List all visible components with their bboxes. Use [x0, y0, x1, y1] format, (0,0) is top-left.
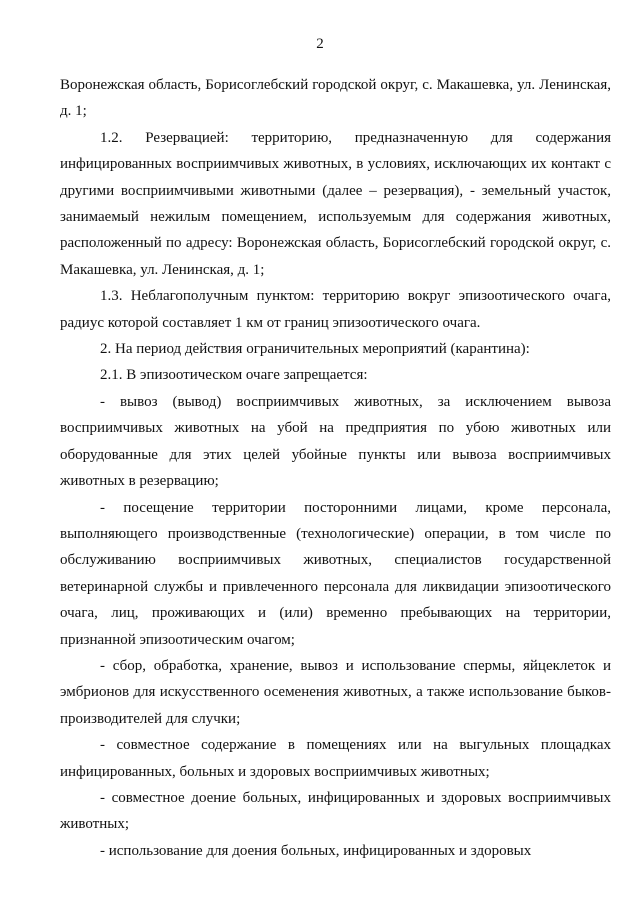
list-item-export-ban: - вывоз (вывод) восприимчивых животных, за исключением вывоза восприимчивых животных на убой на предприятия по убою животных или оборудованные для этих целей убойные пункты или вывоза восприимчивых животных в резервацию; [60, 393, 611, 490]
list-item-joint-keeping-ban: - совместное содержание в помещениях или на выгульных площадках инфицированных, больных и здоровых восприимчивых животных; [60, 737, 611, 780]
list-item-joint-milking-ban: - совместное доение больных, инфицированных и здоровых восприимчивых животных; [60, 789, 611, 833]
paragraph-2-quarantine-period: 2. На период действия ограничительных мероприятий (карантина): [100, 341, 530, 358]
page-number: 2 [316, 36, 324, 52]
paragraph-2-1-prohibitions: 2.1. В эпизоотическом очаге запрещается: [100, 367, 368, 384]
document-body [60, 72, 611, 864]
list-item-visit-ban: - посещение территории посторонними лицами, кроме персонала, выполняющего производственные (технологические) операции, в том числе по обслуживанию восприимчивых животных, специалистов государственной ветеринарной службы и привлеченного персонала для ликвидации эпизоотического очага, лиц, проживающих и (или) временно пребывающих на территории, признанной эпизоотическим очагом; [60, 499, 611, 648]
paragraph-1-3-unfavorable-point: 1.3. Неблагополучным пунктом: территорию вокруг эпизоотического очага, радиус которой составляет 1 км от границ эпизоотического очага. [60, 288, 611, 331]
paragraph-1-2-reservation: 1.2. Резервацией: территорию, предназначенную для содержания инфицированных восприимчивых животных, в условиях, исключающих их контакт с другими восприимчивыми животными (далее – резервация), - земельный участок, занимаемый нежилым помещением, используемым для содержания животных, расположенный по адресу: Воронежская область, Борисоглебский городской округ, с. Макашевка, ул. Ленинская, д. 1; [60, 129, 611, 278]
list-item-semen-ban: - сбор, обработка, хранение, вывоз и использование спермы, яйцеклеток и эмбрионов для искусственного осеменения животных, а также использование быков-производителей для случки; [60, 657, 611, 727]
paragraph-address-continuation: Воронежская область, Борисоглебский городской округ, с. Макашевка, ул. Ленинская, д. 1; [60, 77, 611, 120]
list-item-milking-equipment-ban: - использование для доения больных, инфицированных и здоровых [100, 842, 532, 859]
